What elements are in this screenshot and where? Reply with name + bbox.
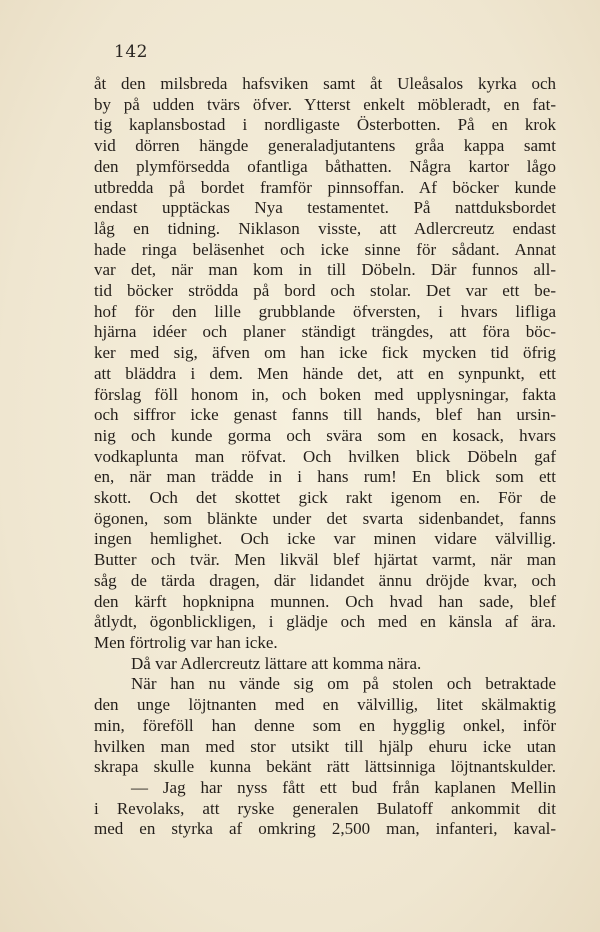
text-line: endast upptäckas Nya testamentet. På nattduksbordet <box>94 198 556 218</box>
text-line: åt den milsbreda hafsviken samt åt Uleåsalos kyrka och <box>94 74 556 93</box>
text-line: Butter och tvär. Men likväl blef hjärtat varmt, när man <box>94 550 556 570</box>
text-line: hvilken man med stor utsikt till hjälp ehuru icke utan <box>94 736 556 756</box>
text-line: skrapa skulle kunna bekänt rätt lättsinniga löjtnantskulder. <box>94 757 556 777</box>
page-number: 142 <box>114 42 148 62</box>
text-line: med en styrka af omkring 2,500 man, infanteri, kaval- <box>94 819 556 839</box>
text-line: nig och kunde gorma och svära som en kosack, hvars <box>94 425 556 445</box>
text-line: När han nu vände sig om på stolen och betraktade <box>131 674 556 694</box>
text-line: min, föreföll han denne som en hygglig onkel, inför <box>94 715 556 735</box>
text-line: en, när man trädde in i hans rum! En blick som ett <box>94 467 556 487</box>
text-line: hjärna idéer och planer ständigt trängdes, att föra böc- <box>94 322 556 342</box>
text-line: den plymförsedda ofantliga båthatten. Några kartor lågo <box>94 156 556 176</box>
text-line: ingen hemlighet. Och icke var minen vidare välvillig. <box>94 529 556 549</box>
text-line: såg de tärda dragen, där lidandet ännu dröjde kvar, och <box>94 570 556 590</box>
text-line: hade ringa beläsenhet och icke sinne för sådant. Annat <box>94 239 556 259</box>
text-line: förslag föll honom in, och boken med upplysningar, fakta <box>94 384 556 404</box>
text-line: Då var Adlercreutz lättare att komma nära. <box>131 653 422 673</box>
text-line: i Revolaks, att ryske generalen Bulatoff ankommit dit <box>94 798 556 818</box>
text-line: åtlydt, ögonblickligen, i glädje och med en känsla af ära. <box>94 612 556 632</box>
text-line: ögonen, som blänkte under det svarta sidenbandet, fanns <box>94 508 556 528</box>
text-line: utbredda på bordet framför pinnsoffan. Af böcker kunde <box>94 177 556 197</box>
text-line: by på udden tvärs öfver. Ytterst enkelt möbleradt, en fat- <box>94 94 556 114</box>
text-line: vodkaplunta man röfvat. Och hvilken blick Döbeln gaf <box>94 446 556 466</box>
body-text <box>94 74 556 840</box>
text-line: låg en tidning. Niklason visste, att Adlercreutz endast <box>94 218 556 238</box>
text-line: — Jag har nyss fått ett bud från kaplanen Mellin <box>131 777 556 797</box>
text-line: och siffror icke genast fanns till hands, blef han ursin- <box>94 405 556 425</box>
text-line: Men förtrolig var han icke. <box>94 632 278 652</box>
text-line: vid dörren hängde generaladjutantens gråa kappa samt <box>94 136 556 156</box>
text-line: skott. Och det skottet gick rakt igenom en. För de <box>94 488 556 508</box>
text-line: var det, när man kom in till Döbeln. Där funnos all- <box>94 260 556 280</box>
text-line: att bläddra i dem. Men hände det, att en synpunkt, ett <box>94 363 556 383</box>
text-line: hof för den lille grubblande öfversten, i hvars lifliga <box>94 301 556 321</box>
text-line: den kärft hopknipna munnen. Och hvad han sade, blef <box>94 591 556 611</box>
text-line: tig kaplansbostad i nordligaste Österbotten. På en krok <box>94 115 556 135</box>
text-line: den unge löjtnanten med en välvillig, litet skälmaktig <box>94 695 556 715</box>
text-line: ker med sig, äfven om han icke fick mycken tid öfrig <box>94 343 556 363</box>
text-line: tid böcker strödda på bord och stolar. Det var ett be- <box>94 281 556 301</box>
